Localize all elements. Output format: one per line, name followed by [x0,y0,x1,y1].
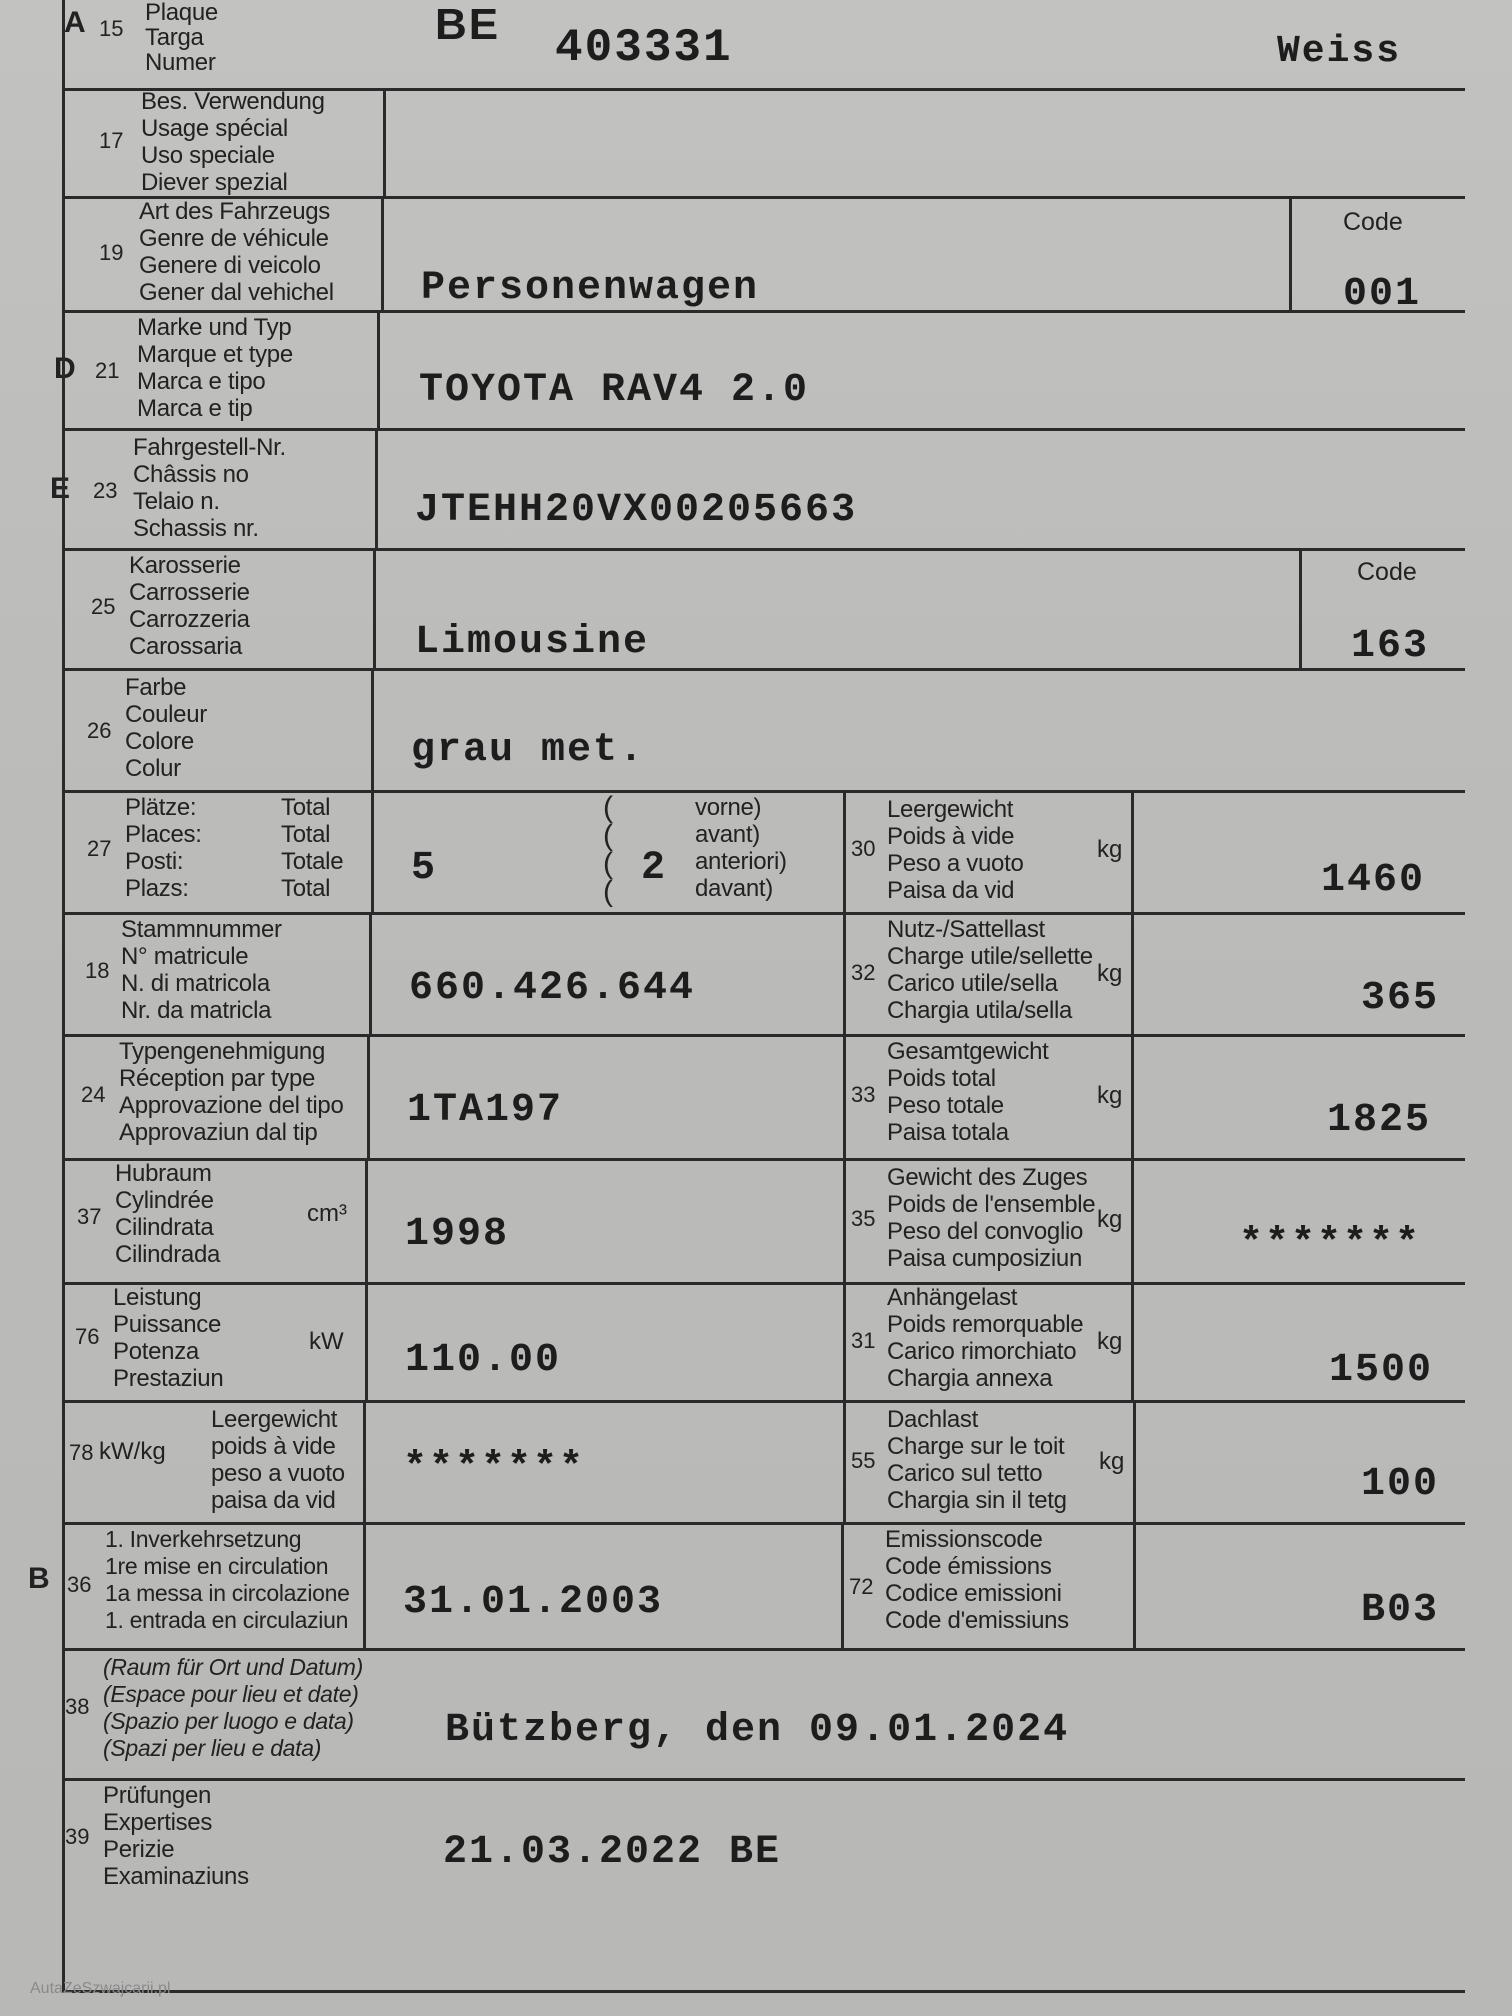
row-genre [65,196,1465,317]
power-unit: kW [309,1328,344,1355]
places-label: Plätze: Places: Posti: Plazs: [125,794,202,902]
field-number: 15 [99,16,124,41]
genre-code-label: Code [1343,208,1403,236]
roof-load-unit: kg [1099,1448,1125,1475]
watermark: AutaZeSzwajcarii.pl [30,1980,171,1997]
total-weight-value: 1825 [1327,1098,1432,1143]
genre-label: Art des Fahrzeugs Genre de véhicule Genere di veicolo Gener dal vehichel [139,198,334,306]
row-powerweight-roof [65,1400,1465,1525]
roof-load-value: 100 [1361,1462,1440,1507]
color-value: grau met. [411,728,646,773]
row-plaque [65,0,1465,91]
field-number: 36 [67,1572,92,1597]
empty-weight-value: 1460 [1321,858,1426,903]
plaque-number: 403331 [555,22,733,74]
places-front-value: 2 [641,846,668,891]
first-reg-value: 31.01.2003 [403,1580,664,1625]
roof-load-label: Dachlast Charge sur le toit Carico sul tetto Chargia sin il tetg [887,1406,1067,1514]
side-letter-e: E [50,472,71,505]
body-code-label: Code [1357,558,1417,586]
field-number: 32 [851,960,876,985]
field-number: 18 [85,958,110,983]
plaque-canton: BE [435,0,501,49]
empty-weight-label: Leergewicht Poids à vide Peso a vuoto Paisa da vid [887,796,1024,904]
row-cylinder-train [65,1158,1465,1285]
empty-weight-unit: kg [1097,836,1123,863]
body-value: Limousine [415,620,650,665]
field-number: 25 [91,594,116,619]
payload-unit: kg [1097,960,1123,987]
side-letter-d: D [54,352,76,385]
genre-code: 001 [1343,272,1422,317]
registration-form [62,0,1465,1993]
inspections-label: Prüfungen Expertises Perizie Examinaziuns [103,1782,249,1890]
row-inspections [65,1778,1465,1990]
places-value: 5 [411,846,438,891]
body-label: Karosserie Carrosserie Carrozzeria Carossaria [129,552,250,660]
usage-label: Bes. Verwendung Usage spécial Uso speciale Diever spezial [141,88,325,196]
field-number: 21 [95,358,120,383]
field-number: 72 [849,1574,874,1599]
matricule-value: 660.426.644 [409,966,696,1011]
row-body [65,548,1465,671]
towing-unit: kg [1097,1328,1123,1355]
body-code: 163 [1351,624,1430,669]
field-number: 33 [851,1082,876,1107]
make-label: Marke und Typ Marque et type Marca e tipo Marca e tip [137,314,293,422]
train-weight-label: Gewicht des Zuges Poids de l'ensemble Peso del convoglio Paisa cumposiziun [887,1164,1096,1272]
emission-value: B03 [1361,1588,1440,1633]
row-make [65,310,1465,431]
field-number: 38 [65,1694,90,1719]
power-value: 110.00 [405,1338,562,1383]
field-number: 19 [99,240,124,265]
towing-value: 1500 [1329,1348,1434,1393]
total-weight-unit: kg [1097,1082,1123,1109]
emission-label: Emissionscode Code émissions Codice emissioni Code d'emissiuns [885,1526,1069,1634]
field-number: 17 [99,128,124,153]
genre-value: Personenwagen [421,266,760,311]
field-number: 26 [87,718,112,743]
field-number: 30 [851,836,876,861]
total-weight-label: Gesamtgewicht Poids total Peso totale Paisa totala [887,1038,1049,1146]
first-reg-label: 1. Inverkehrsetzung 1re mise en circulation 1a messa in circolazione 1. entrada en circulaziun [105,1526,350,1633]
cylinder-label: Hubraum Cylindrée Cilindrata Cilindrada [115,1160,221,1268]
power-label: Leistung Puissance Potenza Prestaziun [113,1284,224,1392]
power-weight-unit: kW/kg [99,1438,166,1465]
color-label: Farbe Couleur Colore Colur [125,674,207,782]
row-power-towing [65,1282,1465,1403]
towing-label: Anhängelast Poids remorquable Carico rimorchiato Chargia annexa [887,1284,1084,1392]
side-letter-b: B [28,1562,50,1595]
plaque-color-class: Weiss [1277,30,1402,73]
chassis-label: Fahrgestell-Nr. Châssis no Telaio n. Schassis nr. [133,434,286,542]
row-usage [65,88,1465,199]
type-approval-value: 1TA197 [407,1088,564,1133]
places-front-label: vorne) avant) anteriori) davant) [695,794,787,902]
payload-label: Nutz-/Sattellast Charge utile/sellette Carico utile/sella Chargia utila/sella [887,916,1093,1024]
field-number: 24 [81,1082,106,1107]
field-number: 39 [65,1824,90,1849]
train-weight-value: ******* [1239,1222,1422,1267]
payload-value: 365 [1361,976,1440,1021]
field-number: 55 [851,1448,876,1473]
place-date-label: (Raum für Ort und Datum) (Espace pour lieu et date) (Spazio per luogo e data) (Spazi per lieu e data) [103,1654,363,1761]
row-color [65,668,1465,793]
row-matricule-payload [65,912,1465,1037]
field-number: 78 [69,1440,94,1465]
make-value: TOYOTA RAV4 2.0 [419,368,810,413]
field-number: 31 [851,1328,876,1353]
plaque-label: Plaque Targa Numer [145,0,218,76]
field-number: 35 [851,1206,876,1231]
cylinder-value: 1998 [405,1212,510,1257]
power-weight-label: Leergewicht poids à vide peso a vuoto paisa da vid [211,1406,345,1514]
field-number: 76 [75,1324,100,1349]
train-weight-unit: kg [1097,1206,1123,1233]
row-chassis [65,428,1465,551]
field-number: 23 [93,478,118,503]
inspections-value: 21.03.2022 BE [443,1830,782,1875]
field-number: 27 [87,836,112,861]
row-places-weight [65,790,1465,915]
power-weight-value: ******* [403,1446,586,1491]
side-letter-a: A [64,6,86,39]
field-number: 37 [77,1204,102,1229]
type-approval-label: Typengenehmigung Réception par type Approvazione del tipo Approvaziun dal tip [119,1038,344,1146]
row-typeapproval-totalweight [65,1034,1465,1161]
bracket-open: ( ( ( ( [603,791,613,908]
row-place-date [65,1648,1465,1781]
places-total-label: Total Total Totale Total [281,794,344,902]
cylinder-unit: cm³ [307,1200,347,1227]
place-date-value: Bützberg, den 09.01.2024 [445,1708,1070,1753]
row-firstreg-emission [65,1522,1465,1651]
chassis-value: JTEHH20VX00205663 [415,488,858,533]
matricule-label: Stammnummer N° matricule N. di matricola Nr. da matricla [121,916,282,1024]
